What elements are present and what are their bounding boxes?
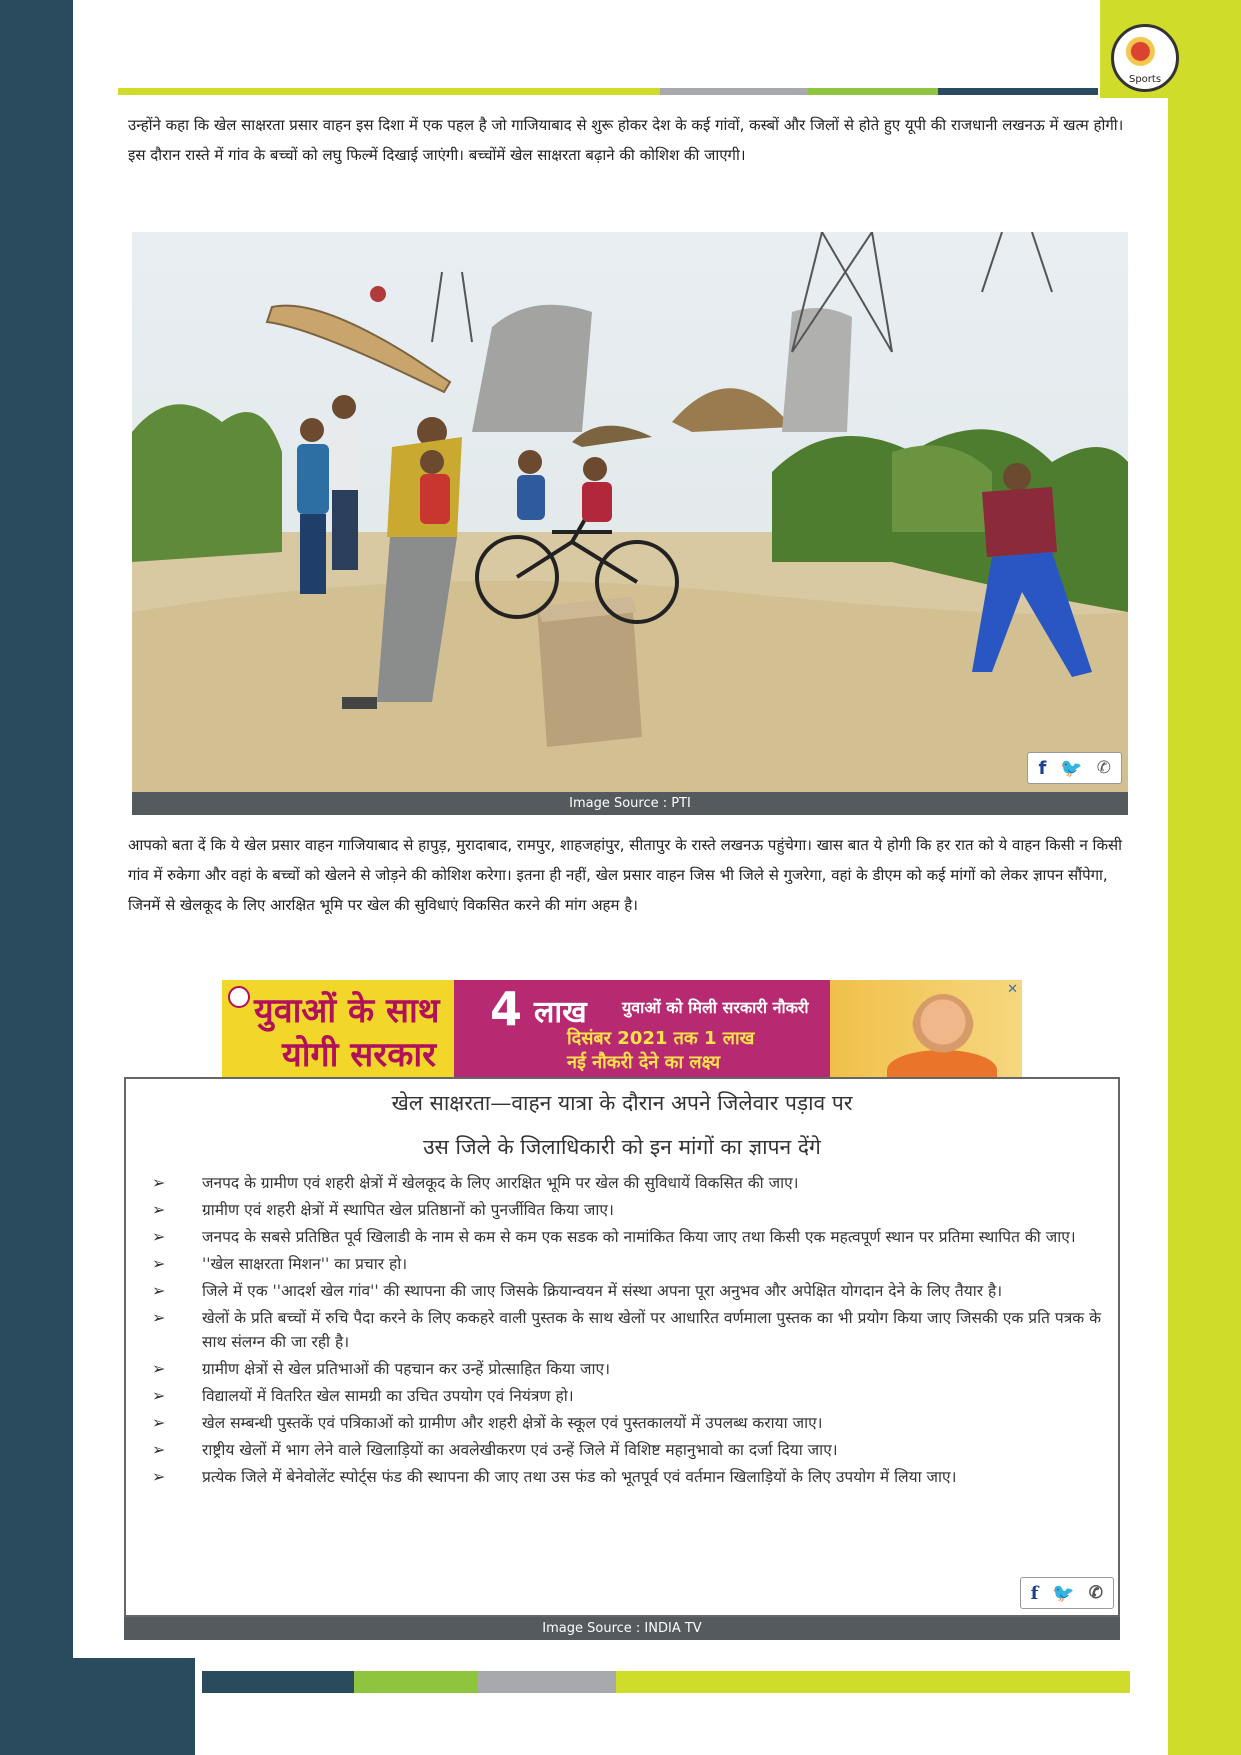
arrow-bullet-icon: ➢	[152, 1413, 166, 1432]
arrow-bullet-icon: ➢	[152, 1200, 166, 1219]
notice-share-bar	[1020, 1577, 1114, 1609]
left-decorative-bar-bottom	[0, 1658, 195, 1755]
notice-heading-1: खेल साक्षरता—वाहन यात्रा के दौरान अपने जिलेवार पड़ाव पर	[391, 1091, 853, 1115]
facebook-share-icon[interactable]: f	[1038, 757, 1047, 779]
list-item-text: प्रत्येक जिले में बेनेवोलेंट स्पोर्ट्स फंड की स्थापना की जाए तथा उस फंड को भूतपूर्व एवं वर्तमान खिलाड़ियों के लिए उपयोग में लिया जाए।	[202, 1468, 957, 1486]
twitter-share-icon[interactable]: 🐦	[1060, 757, 1083, 779]
arrow-bullet-icon: ➢	[152, 1254, 166, 1273]
ad-line-2: योगी सरकार	[282, 1035, 437, 1075]
body-paragraph: आपको बता दें कि ये खेल प्रसार वाहन गाजियाबाद से हापुड़, मुरादाबाद, रामपुर, शाहजहांपुर, सीतापुर के रास्ते लखनऊ पहुंचेगा। खास बात ये होगी कि हर रात को ये वाहन किसी न किसी गांव में रुकेगा और वहां के बच्चों को खेलने से जोड़ने की कोशिश करेगा। इतना ही नहीं, खेल प्रसार वाहन जिस भी जिले से गुजरेगा, वहां के डीएम को कई मांगों को लेकर ज्ञापन सौंपेगा, जिनमें से खेलकूद के लिए आरक्षित भूमि पर खेल की सुविधाएं विकसित करने की मांग अहम है।	[128, 836, 1122, 914]
intro-paragraph: उन्होंने कहा कि खेल साक्षरता प्रसार वाहन इस दिशा में एक पहल है जो गाजियाबाद से शुरू होकर देश के कई गांवों, कस्बों और जिलों से होते हुए यूपी की राजधानी लखनऊ में खत्म होगी। इस दौरान रास्ते में गांव के बच्चों को लघु फिल्में दिखाई जाएंगी। बच्चोंमें खेल साक्षरता बढ़ाने की कोशिश की जाएगी।	[128, 116, 1124, 164]
list-item-text: जिले में एक ''आदर्श खेल गांव'' की स्थापना की जाए जिसके क्रियान्वयन में संस्था अपना पूरा अनुभव और अपेक्षित योगदान देने के लिए तैयार है।	[202, 1282, 1003, 1300]
ad-line-1: युवाओं के साथ	[254, 991, 440, 1031]
list-item	[146, 1225, 1101, 1249]
bottom-stripe-gray	[478, 1671, 616, 1693]
list-item	[146, 1252, 1101, 1276]
bottom-stripe-lime	[616, 1671, 1130, 1693]
bottom-stripe-green	[354, 1671, 478, 1693]
whatsapp-share-icon[interactable]: ✆	[1096, 758, 1111, 778]
cricket-photo	[132, 232, 1128, 792]
right-decorative-bar	[1168, 98, 1241, 1755]
list-item	[146, 1465, 1101, 1489]
top-stripe-green	[808, 88, 938, 95]
ad-number: 4	[490, 982, 523, 1036]
list-item-text: जनपद के ग्रामीण एवं शहरी क्षेत्रों में खेलकूद के लिए आरक्षित भूमि पर खेल की सुविधायें विकसित की जाए।	[202, 1174, 799, 1192]
arrow-bullet-icon: ➢	[152, 1440, 166, 1459]
notice-caption: Image Source : INDIA TV	[124, 1617, 1120, 1640]
arrow-bullet-icon: ➢	[152, 1281, 166, 1300]
whatsapp-share-icon[interactable]: ✆	[1088, 1583, 1103, 1603]
list-item	[146, 1384, 1101, 1408]
ad-target-line-2: नई नौकरी देने का लक्ष्य	[567, 1052, 721, 1073]
list-item	[146, 1279, 1101, 1303]
photo-caption: Image Source : PTI	[132, 792, 1128, 815]
ad-lakh: लाख	[534, 995, 587, 1030]
notice-heading-2: उस जिले के जिलाधिकारी को इन मांगों का ज्ञापन देंगे	[423, 1135, 821, 1159]
demands-notice-image	[124, 1077, 1120, 1617]
list-item-text: राष्ट्रीय खेलों में भाग लेने वाले खिलाड़ियों का अवलेखीकरण एवं उन्हें जिले में विशिष्ट महानुभावो का दर्जा दिया जाए।	[202, 1441, 838, 1459]
arrow-bullet-icon: ➢	[152, 1308, 166, 1327]
list-item	[146, 1438, 1101, 1462]
arrow-bullet-icon: ➢	[152, 1173, 166, 1192]
arrow-bullet-icon: ➢	[152, 1359, 166, 1378]
government-emblem-icon	[228, 986, 250, 1008]
notice-demands-list	[146, 1171, 1101, 1492]
top-stripe-gray	[660, 88, 808, 95]
logo-text: Sports	[1128, 74, 1162, 85]
ad-target-line-1: दिसंबर 2021 तक 1 लाख	[567, 1028, 755, 1049]
list-item	[146, 1357, 1101, 1381]
list-item	[146, 1198, 1101, 1222]
logo-emblem-icon	[1122, 33, 1168, 79]
ad-close-icon[interactable]: ✕	[1007, 982, 1018, 997]
list-item-text: ग्रामीण क्षेत्रों से खेल प्रतिभाओं की पहचान कर उन्हें प्रोत्साहित किया जाए।	[202, 1360, 610, 1378]
arrow-bullet-icon: ➢	[152, 1467, 166, 1486]
photo-share-bar	[1027, 752, 1122, 784]
advertisement-banner[interactable]	[222, 980, 1022, 1077]
list-item-text: ''खेल साक्षरता मिशन'' का प्रचार हो।	[202, 1255, 408, 1273]
list-item	[146, 1411, 1101, 1435]
top-stripe-navy	[938, 88, 1098, 95]
bottom-stripe-navy	[202, 1671, 354, 1693]
cricket-photo-illustration	[132, 232, 1128, 792]
list-item	[146, 1171, 1101, 1195]
arrow-bullet-icon: ➢	[152, 1227, 166, 1246]
list-item	[146, 1306, 1101, 1354]
arrow-bullet-icon: ➢	[152, 1386, 166, 1405]
twitter-share-icon[interactable]: 🐦	[1052, 1582, 1075, 1604]
list-item-text: विद्यालयों में वितरित खेल सामग्री का उचित उपयोग एवं नियंत्रण हो।	[202, 1387, 574, 1405]
left-decorative-bar	[0, 0, 73, 1658]
facebook-share-icon[interactable]: f	[1030, 1582, 1039, 1604]
ad-person-portrait	[912, 994, 974, 1064]
list-item-text: ग्रामीण एवं शहरी क्षेत्रों में स्थापित खेल प्रतिष्ठानों को पुनर्जीवित किया जाए।	[202, 1201, 614, 1219]
list-item-text: जनपद के सबसे प्रतिष्ठित पूर्व खिलाडी के नाम से कम से कम एक सडक को नामांकित किया जाए तथा किसी एक महत्वपूर्ण स्थान पर प्रतिमा स्थापित की जाए।	[202, 1228, 1076, 1246]
top-stripe-lime	[118, 88, 660, 95]
list-item-text: खेलों के प्रति बच्चों में रुचि पैदा करने के लिए ककहरे वाली पुस्तक के साथ खेलों पर आधारित वर्णमाला पुस्तक का भी प्रयोग किया जाए जिसकी एक प्रति पत्रक के साथ संलग्न की जा रही है।	[202, 1309, 1101, 1351]
sports-logo	[1111, 24, 1179, 92]
list-item-text: खेल सम्बन्धी पुस्तकें एवं पत्रिकाओं को ग्रामीण और शहरी क्षेत्रों के स्कूल एवं पुस्तकालयों में उपलब्ध कराया जाए।	[202, 1414, 823, 1432]
ad-tagline: युवाओं को मिली सरकारी नौकरी	[622, 998, 809, 1017]
